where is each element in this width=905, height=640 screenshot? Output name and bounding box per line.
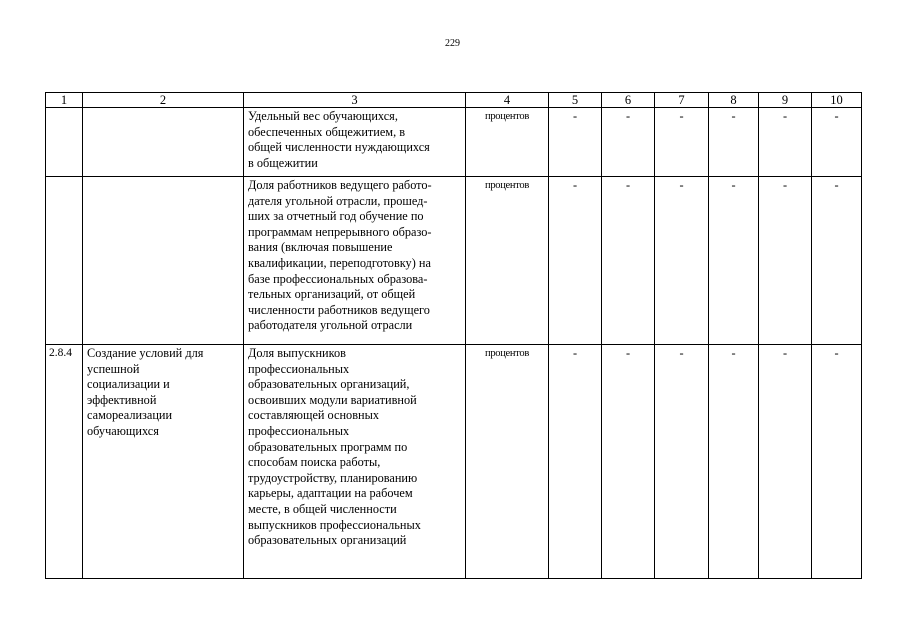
value-cell: - xyxy=(812,345,862,579)
indicator-cell xyxy=(244,345,466,579)
indicator-cell xyxy=(244,177,466,345)
value-cell: - xyxy=(602,345,655,579)
value-cell: - xyxy=(655,108,709,177)
table-row xyxy=(46,108,862,177)
value-cell: - xyxy=(602,177,655,345)
value-cell: - xyxy=(709,345,759,579)
value-cell: - xyxy=(602,108,655,177)
value-cell: - xyxy=(655,177,709,345)
page-number: 229 xyxy=(445,38,460,49)
column-header: 10 xyxy=(812,93,862,108)
unit-cell: процентов xyxy=(466,345,549,579)
unit-cell: процентов xyxy=(466,108,549,177)
indicator-text: Удельный вес обучающихся, обеспеченных общежитием, в общей численности нуждающихся в общежитии xyxy=(248,109,430,170)
row-name-cell xyxy=(83,177,244,345)
row-code-cell xyxy=(46,345,83,579)
value-cell: - xyxy=(549,177,602,345)
table-row xyxy=(46,177,862,345)
column-header: 9 xyxy=(759,93,812,108)
value-cell: - xyxy=(812,177,862,345)
column-header: 3 xyxy=(244,93,466,108)
unit-cell: процентов xyxy=(466,177,549,345)
column-header: 1 xyxy=(46,93,83,108)
column-header: 7 xyxy=(655,93,709,108)
row-code-cell xyxy=(46,108,83,177)
column-header: 8 xyxy=(709,93,759,108)
value-cell: - xyxy=(812,108,862,177)
value-cell: - xyxy=(759,177,812,345)
value-cell: - xyxy=(759,345,812,579)
column-header: 2 xyxy=(83,93,244,108)
row-code: 2.8.4 xyxy=(49,347,72,359)
value-cell: - xyxy=(549,345,602,579)
row-code-cell xyxy=(46,177,83,345)
indicators-table xyxy=(45,92,862,579)
indicator-cell xyxy=(244,108,466,177)
table-header-row xyxy=(46,93,862,108)
value-cell: - xyxy=(709,108,759,177)
indicator-text: Доля работников ведущего работо- дателя угольной отрасли, прошед- ших за отчетный год обучение по программам непрерывного образо- вания (включая повышение квалификации, переподготовку) на базе профессиональных образова- тельных организаций, от общей численности работников ведущего работодателя угольной отрасли xyxy=(248,178,432,333)
value-cell: - xyxy=(759,108,812,177)
column-header: 6 xyxy=(602,93,655,108)
value-cell: - xyxy=(549,108,602,177)
row-name: Создание условий для успешной социализации и эффективной самореализации обучающихся xyxy=(87,346,204,438)
table-row xyxy=(46,345,862,579)
value-cell: - xyxy=(655,345,709,579)
indicator-text: Доля выпускников профессиональных образовательных организаций, освоивших модули вариативной составляющей основных профессиональных образовательных программ по способам поиска работы, трудоустройству, планированию карьеры, адаптации на рабочем месте, в общей численности выпускников профессиональных образовательных организаций xyxy=(248,346,421,548)
row-name-cell xyxy=(83,345,244,579)
row-name-cell xyxy=(83,108,244,177)
column-header: 5 xyxy=(549,93,602,108)
column-header: 4 xyxy=(466,93,549,108)
value-cell: - xyxy=(709,177,759,345)
